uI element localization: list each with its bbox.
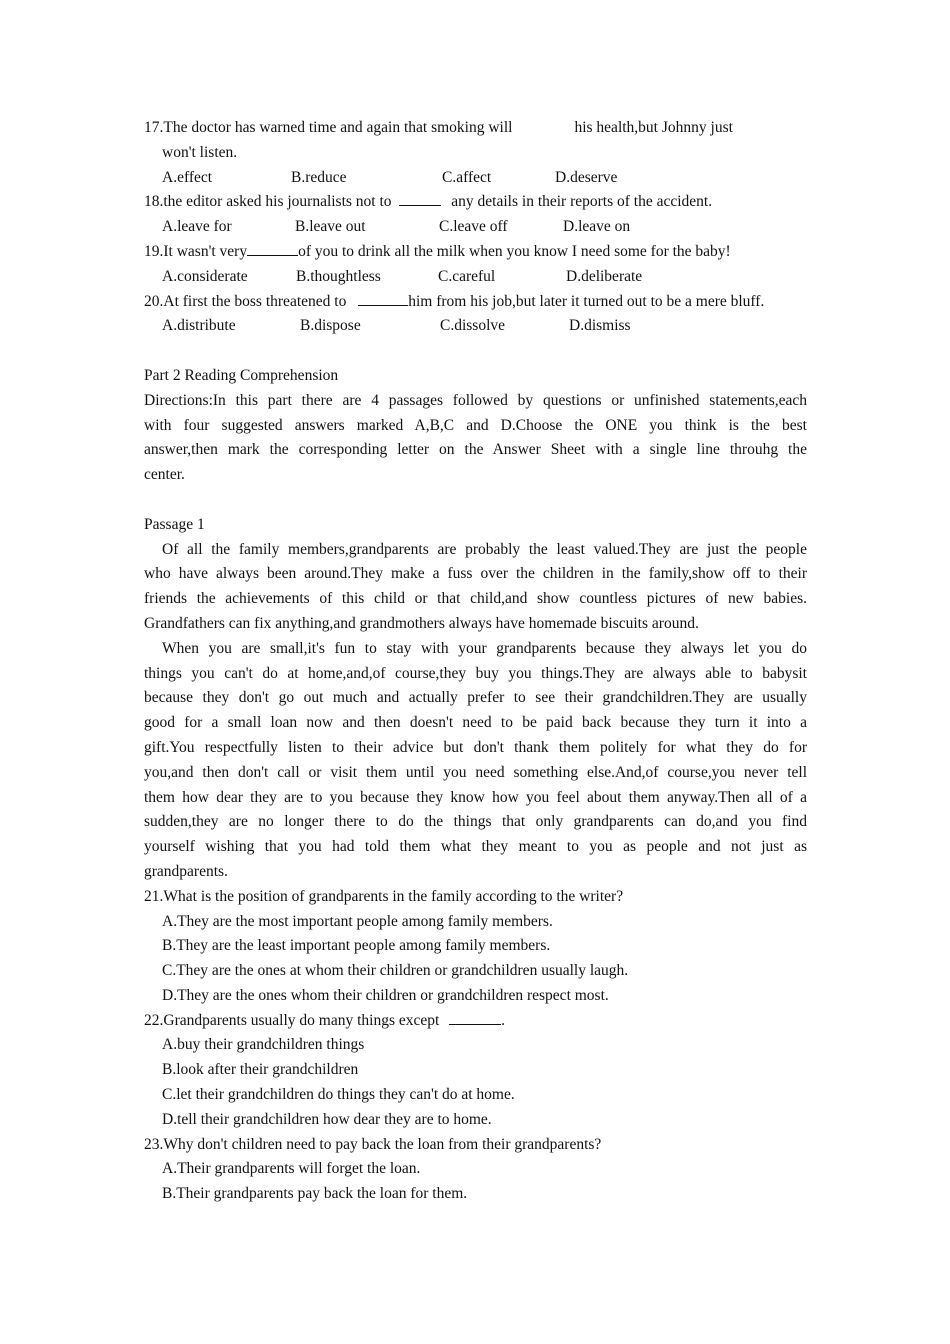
- q17-option-a: A.effect: [162, 168, 213, 186]
- passage-title: Passage 1: [144, 515, 205, 533]
- q22-stem-end: .: [501, 1011, 506, 1029]
- question-19-stem: [144, 240, 807, 265]
- part2-directions: [144, 389, 807, 488]
- paragraph-line: gift.You respectfully listen to their advice but don't thank them politely for what they do for: [144, 738, 807, 756]
- q19-answer-blank: [247, 240, 298, 256]
- q22-stem-text: 22.Grandparents usually do many things except: [144, 1011, 440, 1029]
- q22-option-b: B.look after their grandchildren: [162, 1061, 359, 1079]
- q17-option-b: B.reduce: [291, 168, 347, 186]
- paragraph-line: yourself wishing that you had told them what they meant to you as people and not just as: [144, 838, 807, 856]
- q22-answer-blank: [449, 1009, 501, 1025]
- passage-1-paragraph-1: [144, 538, 807, 637]
- q22-option-a: A.buy their grandchildren things: [162, 1036, 365, 1054]
- q17-stem-b: his health,but Johnny just: [574, 119, 733, 136]
- passage-1-paragraph-2: [144, 637, 807, 885]
- question-19-options: [144, 265, 807, 290]
- question-17-options: [144, 166, 807, 191]
- q19-option-a: A.considerate: [162, 267, 248, 285]
- q18-option-a: A.leave for: [162, 218, 232, 236]
- q17-option-d: D.deserve: [555, 168, 618, 186]
- directions-line: center.: [144, 466, 185, 484]
- question-20-options: [144, 314, 807, 339]
- q22-option-d: D.tell their grandchildren how dear they are to home.: [162, 1110, 492, 1128]
- q21-option-c: C.They are the ones at whom their children or grandchildren usually laugh.: [162, 962, 629, 980]
- q20-option-c: C.dissolve: [440, 317, 506, 335]
- q18-stem-a: 18.the editor asked his journalists not to: [144, 193, 392, 211]
- paragraph-line: things you can't do at home,and,of course,they buy you things.They are always able to babysit: [144, 664, 807, 682]
- exam-page: [144, 116, 807, 1207]
- question-23-stem: 23.Why don't children need to pay back the loan from their grandparents?: [144, 1135, 602, 1153]
- q20-stem-b: him from his job,but later it turned out to be a mere bluff.: [408, 292, 765, 310]
- q20-answer-blank: [358, 290, 408, 306]
- question-17-stem-cont: won't listen.: [162, 143, 238, 161]
- q23-option-b: B.Their grandparents pay back the loan for them.: [162, 1185, 468, 1203]
- q20-option-d: D.dismiss: [569, 317, 631, 335]
- q20-option-a: A.distribute: [162, 317, 236, 335]
- q18-answer-blank: [399, 190, 441, 206]
- spacer: [144, 339, 807, 364]
- q22-option-c: C.let their grandchildren do things they can't do at home.: [162, 1086, 515, 1104]
- q19-stem-a: 19.It wasn't very: [144, 242, 248, 260]
- paragraph-line: them how dear they are to you because they know how you feel about them anyway.Then all of a: [144, 788, 807, 806]
- q21-option-b: B.They are the least important people among family members.: [162, 937, 551, 955]
- q20-option-b: B.dispose: [300, 317, 361, 335]
- q17-stem-a: 17.The doctor has warned time and again that smoking will: [144, 119, 513, 136]
- paragraph-line: Grandfathers can fix anything,and grandmothers always have homemade biscuits around.: [144, 614, 699, 632]
- q18-stem-b: any details in their reports of the accident.: [451, 193, 713, 211]
- q19-stem-b: of you to drink all the milk when you know I need some for the baby!: [298, 242, 731, 260]
- question-18-options: [144, 215, 807, 240]
- q18-option-b: B.leave out: [295, 218, 366, 236]
- q18-option-c: C.leave off: [439, 218, 508, 236]
- q19-option-b: B.thoughtless: [296, 267, 381, 285]
- paragraph-line: who have always been around.They make a fuss over the children in the family,show off to their: [144, 565, 807, 583]
- directions-line: Directions:In this part there are 4 passages followed by questions or unfinished statements,each: [144, 391, 807, 409]
- question-18-stem: [144, 190, 807, 215]
- question-17-stem: [144, 116, 807, 141]
- question-21-stem: 21.What is the position of grandparents in the family according to the writer?: [144, 887, 624, 905]
- paragraph-line: friends the achievements of this child or that child,and show countless pictures of new babies.: [144, 590, 807, 608]
- paragraph-line: sudden,they are no longer there to do the things that only grandparents can do,and you find: [144, 813, 807, 831]
- q19-option-c: C.careful: [438, 267, 496, 285]
- q17-option-c: C.affect: [442, 168, 492, 186]
- q21-option-d: D.They are the ones whom their children or grandchildren respect most.: [162, 986, 609, 1004]
- paragraph-line: you,and then don't call or visit them until you need something else.And,of course,you never tell: [144, 763, 807, 781]
- question-22-stem: [144, 1009, 807, 1034]
- paragraph-line: good for a small loan now and then doesn't need to be paid back because they turn it into a: [144, 714, 807, 732]
- q20-stem-a: 20.At first the boss threatened to: [144, 292, 347, 310]
- spacer: [144, 488, 807, 513]
- paragraph-line: Of all the family members,grandparents are probably the least valued.They are just the people: [162, 540, 807, 558]
- section-title-part2: Part 2 Reading Comprehension: [144, 366, 339, 384]
- directions-line: answer,then mark the corresponding letter on the Answer Sheet with a single line throuhg the: [144, 441, 807, 459]
- q18-option-d: D.leave on: [563, 218, 631, 236]
- q21-option-a: A.They are the most important people among family members.: [162, 912, 553, 930]
- paragraph-line: When you are small,it's fun to stay with your grandparents because they always let you do: [162, 639, 807, 657]
- directions-line: with four suggested answers marked A,B,C and D.Choose the ONE you think is the best: [144, 416, 807, 434]
- question-20-stem: [144, 290, 807, 315]
- paragraph-line: because they don't go out much and actually prefer to see their grandchildren.They are usually: [144, 689, 807, 707]
- q19-option-d: D.deliberate: [566, 267, 643, 285]
- paragraph-line: grandparents.: [144, 862, 228, 880]
- q23-option-a: A.Their grandparents will forget the loan.: [162, 1160, 421, 1178]
